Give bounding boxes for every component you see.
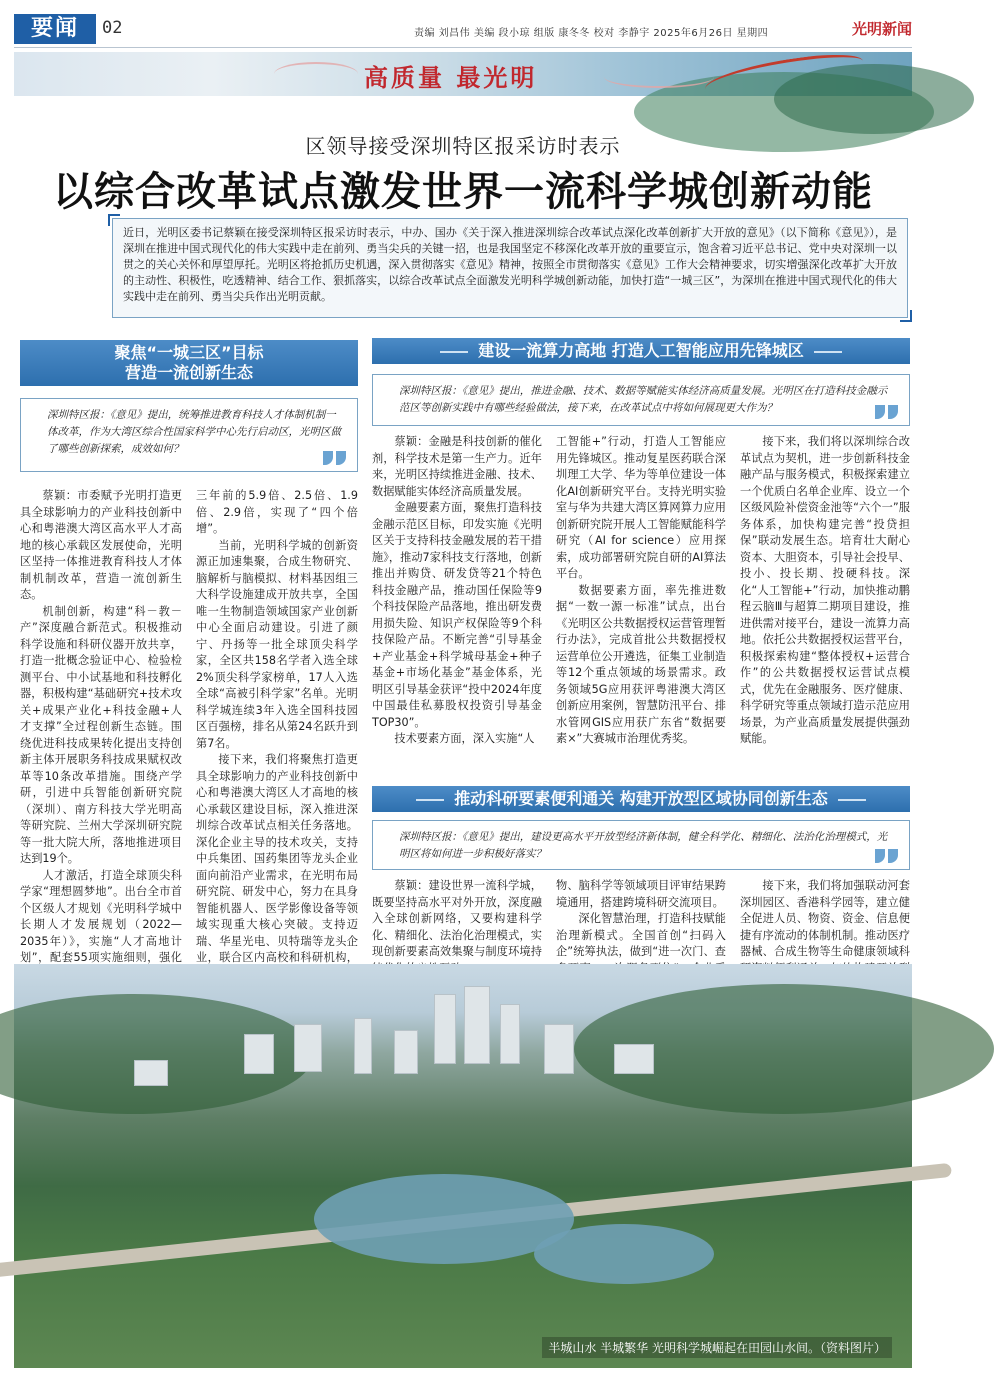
quote-icon [323, 449, 349, 469]
photo-building [294, 1024, 322, 1072]
banner [14, 52, 912, 96]
paragraph: 数据要素方面，率先推进数据“一数一源一标准”试点，出台《光明区公共数据授权运营管理暂行办法》，完成首批公共数据授权运营单位公开遴选，征集工业制造等12个重点领域的场景需求。政务领域5G应用获评粤港澳大湾区创新应用案例，智慧防汛平台、排水管网GIS应用获广东省“数据要素×”大赛城市治理优秀奖。 [556, 583, 726, 745]
photo-lake [534, 1224, 714, 1284]
section-3-title: 推动科研要素便利通关 构建开放型区域协同创新生态 [454, 789, 828, 808]
section-1-question [20, 398, 358, 472]
section-2-column-2 [556, 434, 726, 834]
paragraph: 当前，光明科学城的创新资源正加速集聚，合成生物研究、脑解析与脑模拟、材料基因组三大科学设施建成开放共享，全国唯一生物制造领域国家产业创新中心全面启动建设。引进了颜宁、丹扬等一批全球顶尖科学家，全区共158名学者入选全球2%顶尖科学家榜单，17人入选全球“高被引科学家”名单。光明科学城连续3年入选全国科技园区百强榜，排名从第24名跃升到第7名。 [196, 538, 358, 750]
section-2-column-3 [740, 434, 910, 834]
question-text: 深圳特区报：《意见》提出，推进金融、技术、数据等赋能实体经济高质量发展。光明区在打造科技金融示范区等创新实践中有哪些经验做法，接下来，在改革试点中将如何展现更大作为？ [399, 385, 888, 414]
photo-building [500, 1004, 520, 1064]
section-3-header [372, 786, 910, 812]
subtitle: 区领导接受深圳特区报采访时表示 [305, 134, 621, 158]
paragraph: 接下来，我们将加强联动河套深圳园区、香港科学园等，建立健全促进人员、物资、资金、信息便捷有序流动的体制机制。推动医疗器械、合成生物等生命健康领域科 [740, 879, 910, 958]
photo-building [464, 986, 490, 1064]
banner-slogan: 高质量 最光明 [364, 64, 538, 92]
lead-paragraph [112, 218, 908, 318]
section-2-title: 建设一流算力高地 打造人工智能应用先锋城区 [478, 341, 804, 360]
photo-caption: 半城山水 半城繁华 光明科学城崛起在田园山水间。（资料图片） [542, 1337, 892, 1358]
photo-building [244, 1034, 274, 1074]
section-2-column-1 [372, 434, 542, 834]
paragraph: 蔡颖：市委赋予光明打造更具全球影响力的产业科技创新中心和粤港澳大湾区高水平人才高地的核心承载区发展使命，光明区坚持一体推进教育科技人才体制机制改革，营造一流创新生态。 [20, 489, 182, 601]
photo-building [354, 1018, 372, 1074]
photo-building [544, 1024, 574, 1074]
section-3-column-1 [372, 878, 542, 962]
section-1-column-1 [20, 488, 182, 964]
paragraph: 蔡颖：金融是科技创新的催化剂，科学技术是第一生产力。近年来，光明区持续推进金融、技术、数据赋能实体经济高质量发展。 [372, 435, 542, 498]
question-text: 深圳特区报：《意见》提出，建设更高水平开放型经济新体制，健全科学化、精细化、法治化治理模式，光明区将如何进一步积极好落实？ [399, 831, 888, 860]
section-2-header [372, 338, 910, 364]
lead-corner [108, 214, 120, 226]
header-decoration [416, 799, 444, 801]
staff-line: 责编 刘昌伟 美编 段小琼 组版 康冬冬 校对 李静宇 2025年6月26日 星期四 [414, 28, 769, 39]
paragraph: 接下来，我们将聚焦打造更具全球影响力的产业科技创新中心和粤港澳大湾区人才高地的核心承载区建设目标，深入推进深圳综合改革试点相关任务落地。深化企业主导的技术攻关，支持中兵集团、国药集团等龙头企业面向前沿产业需求，在光明布局研究院、研发中心，努力在具身智能机器人、医学影像设备等领域实现重大核心突破。支持迈瑞、华星光电、贝特瑞等龙头企业，联合区内高校和科研机构， [196, 753, 358, 964]
section-1-header [20, 340, 358, 386]
paragraph: 人才激活，打造全球顶尖科学家“理想圆梦地”。出台全市首个区级人才规划《光明科学城中长期人才发展规划（2022—2035年）》，实施“人才高地计划”，配套55项实施细则，强化 [20, 868, 182, 964]
photo-building [134, 1060, 168, 1086]
question-text: 深圳特区报：《意见》提出，统筹推进教育科技人才体制机制一体改革，作为大湾区综合性国家科学中心先行启动区，光明区做了哪些创新探索，成效如何？ [47, 409, 341, 455]
header-decoration [838, 799, 866, 801]
paragraph: 工智能+”行动，打造人工智能应用先锋城区。推动复星医药联合深圳理工大学、华为等单位建设一体化AI创新研究平台。支持光明实验室与华为共建大湾区算网算力应用创新研究院开展人工智能赋能科学研究（AI for science）应用探索，成功部署研究院自研的AI算法平台。 [556, 435, 726, 580]
paragraph: 机制创新，构建“科－教－产”深度融合新范式。积极推动科学设施和科研仪器开放共享，打造一批概念验证中心、检验检测平台、中小试基地和科技孵化器，积极构建“基础研究+技术攻关+成果产业化+科技金融+人才支撑”全过程创新生态链。围绕优进科技成果转化提出支持创新主体开展职务科技成果赋权改革等10条改革措施。围绕产学研，引进中兵智能创新研究院（深圳）、南方科技大学光明高等研究院、兰州大学深圳研究院等一批大院大所，落地推进项目达到19个。 [20, 604, 182, 865]
section-1-column-2 [196, 488, 358, 964]
photo-building [434, 994, 456, 1064]
paragraph: 蔡颖：建设世界一流科学城，既要坚持高水平对外开放，深度融入全球创新网络，又要构建科学化、精细化、法治化治理模式，实现创新要素高效集聚与制度环境持 [372, 879, 542, 958]
page-number: 02 [102, 18, 123, 38]
lead-corner [900, 310, 912, 322]
banner-swirl [274, 62, 358, 86]
banner-swirl [604, 66, 714, 88]
section-3-column-2 [556, 878, 726, 962]
masthead [14, 14, 912, 48]
paragraph: 物、脑科学等领域项目评审结果跨境通用，搭建跨境科研交流项目。 [556, 879, 726, 909]
paragraph: 技术要素方面，深入实施“人 [394, 732, 535, 745]
quote-icon [875, 847, 901, 867]
main-title: 以综合改革试点激发世界一流科学城创新动能 [53, 169, 873, 215]
quote-icon [875, 403, 901, 423]
section-2-question [372, 374, 910, 426]
section-badge: 要闻 [14, 14, 96, 44]
newspaper-logo: 光明新闻 [851, 20, 912, 38]
section-3-question [372, 820, 910, 870]
section-1-title-line1: 聚焦“一城三区”目标 [114, 343, 264, 362]
header-decoration [814, 351, 842, 353]
section-1-title-line2: 营造一流创新生态 [124, 363, 253, 382]
cityscape-photo [14, 964, 912, 1368]
photo-building [614, 1044, 654, 1074]
paragraph: 金融要素方面，聚焦打造科技金融示范区目标，印发实施《光明区关于支持科技金融发展的若干措施》，推动7家科技支行落地，创新推出并购贷、研发贷等21个特色科技金融产品，推动国任保险等9个科技保险产品落地，推出研发费用损失险、知识产权保险等9个科技保险产品。不断完善“引导基金+产业基金+科学城母基金+种子基金+市场化基金”基金体系，光明区引导基金获评“投中2024年度中国最佳私募股权投资引导基金TOP30”。 [372, 501, 542, 729]
photo-building [394, 1030, 418, 1074]
header-decoration [440, 351, 468, 353]
lead-text: 近日，光明区委书记蔡颖在接受深圳特区报采访时表示，中办、国办《关于深入推进深圳综合改革试点深化改革创新扩大开放的意见》（以下简称《意见》），是深圳在推进中国式现代化的伟大实践中走在前列、勇当尖兵的关键一招，也是我国坚定不移深化改革开放的重要宣示，饱含着习近平总书记、党中央对深圳一以贯之的关心关怀和厚望厚托。光明区将抢抓历史机遇，深入贯彻落实《意见》精神，按照全市贯彻落实《意见》工作大会精神要求，切实增强深化改革扩大开放的主动性、积极性，吃透精神、结合工作、狠抓落实，以综合改革试点全面激发光明科学城创新动能，加快打造“一城三区”，为深圳在推进中国式现代化的伟大实践中走在前列、勇当尖兵作出光明贡献。 [123, 226, 897, 303]
paragraph: 三年前的5.9倍、2.5倍、1.9倍、2.9倍，实现了“四个倍增”。 [196, 489, 358, 535]
paragraph: 深化智慧治理，打造科技赋能治理新模式。全国首创“扫码入企”统筹执法，做到“进一次门、查 [556, 912, 726, 958]
section-3-column-3 [740, 878, 910, 962]
paragraph: 接下来，我们将以深圳综合改革试点为契机，进一步创新科技金融产品与服务模式，积极探索建立一个优质白名单企业库、设立一个区级风险补偿资金池等“六个一”服务体系，加快构建完善“投贷担保”联动发展生态。培育壮大耐心资本、大胆资本，引导社会投早、投小、投长期、投硬科技。深化“人工智能+”行动，加快推动鹏程云脑Ⅲ与超算二期项目建设，推进供需对接平台，建设一流算力高地。依托公共数据授权运营平台，积极探索构建“整体授权+运营合作”的公共数据授权运营试点模式，优先在金融服务、医疗健康、科学研究等重点领域打造示范应用场景，为产业高质量发展提供强劲赋能。 [740, 435, 910, 745]
